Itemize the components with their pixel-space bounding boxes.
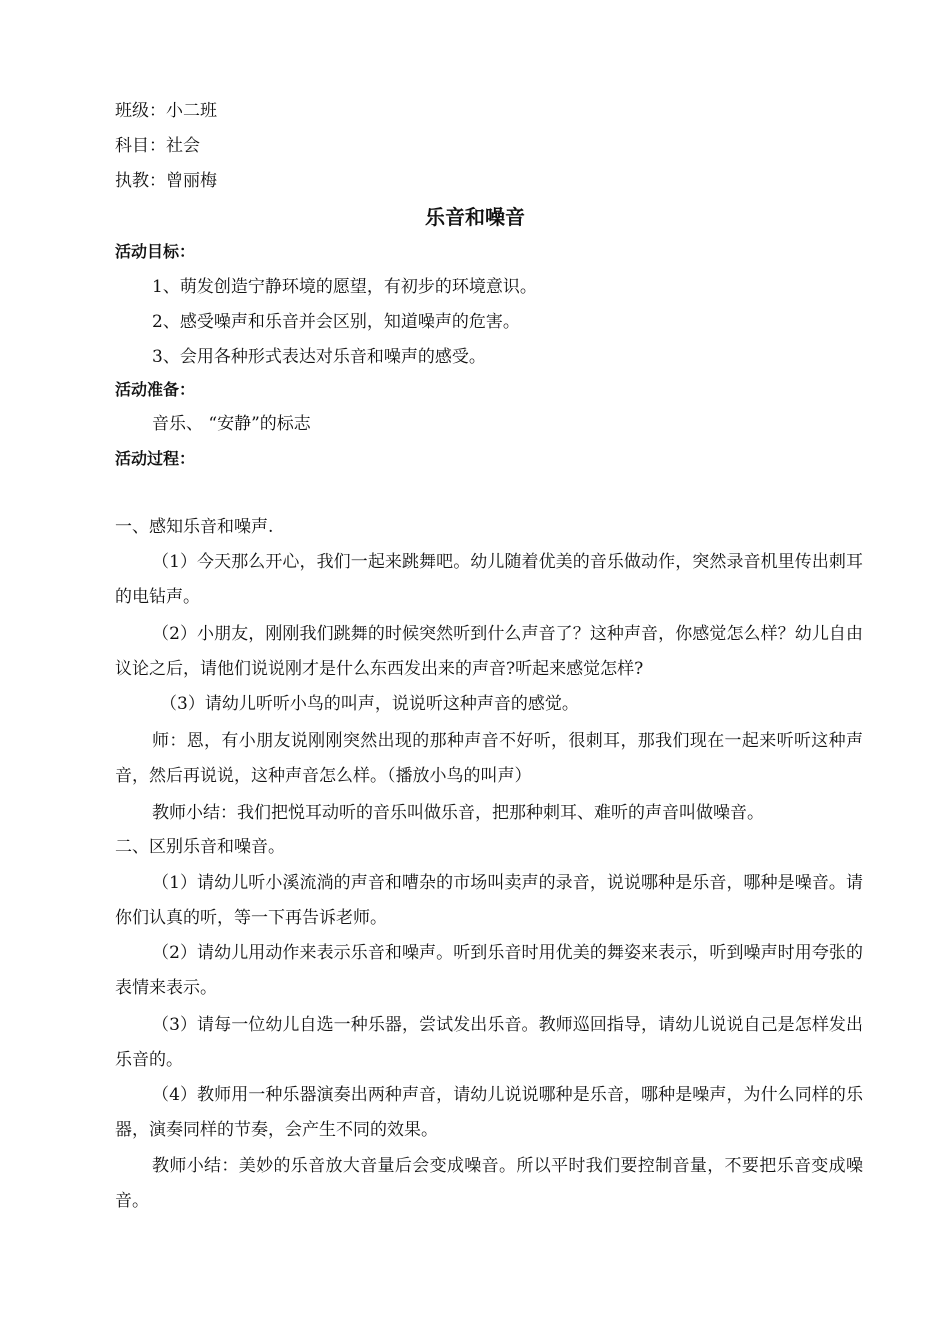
section1-paragraph: （3）请幼儿听听小鸟的叫声，说说听这种声音的感觉。	[160, 694, 579, 714]
process-heading: 活动过程：	[115, 449, 196, 468]
goal-item: 1、萌发创造宁静环境的愿望，有初步的环境意识。	[152, 277, 537, 297]
section1-paragraph: 师：恩，有小朋友说刚刚突然出现的那种声音不好听，很刺耳，那我们现在一起来听听这种声音，然后再说说，这种声音怎么样。（播放小鸟的叫声）	[115, 731, 863, 786]
document-title: 乐音和噪音	[425, 205, 525, 229]
goals-heading: 活动目标：	[115, 242, 196, 261]
goal-item: 3、会用各种形式表达对乐音和噪声的感受。	[152, 347, 486, 367]
goal-item: 2、感受噪声和乐音并会区别，知道噪声的危害。	[152, 312, 520, 332]
prep-text: 音乐、 “安静”的标志	[152, 414, 311, 434]
section2-paragraph: （2）请幼儿用动作来表示乐音和噪声。听到乐音时用优美的舞姿来表示，听到噪声时用夸张的表情来表示。	[115, 943, 863, 998]
section1-summary: 教师小结：我们把悦耳动听的音乐叫做乐音，把那种刺耳、难听的声音叫做噪音。	[152, 803, 764, 823]
section1-paragraph: （2）小朋友，刚刚我们跳舞的时候突然听到什么声音了？这种声音，你感觉怎么样？幼儿自由议论之后，请他们说说刚才是什么东西发出来的声音?听起来感觉怎样?	[115, 624, 863, 679]
section2-summary: 教师小结：美妙的乐音放大音量后会变成噪音。所以平时我们要控制音量，不要把乐音变成噪音。	[115, 1156, 863, 1211]
section2-paragraph: （4）教师用一种乐器演奏出两种声音，请幼儿说说哪种是乐音，哪种是噪声，为什么同样的乐器，演奏同样的节奏，会产生不同的效果。	[115, 1085, 863, 1140]
teacher-line: 执教：曾丽梅	[115, 171, 217, 191]
section2-heading: 二、区别乐音和噪音。	[115, 837, 285, 857]
subject-line: 科目：社会	[115, 136, 200, 156]
section2-paragraph: （1）请幼儿听小溪流淌的声音和嘈杂的市场叫卖声的录音，说说哪种是乐音，哪种是噪音。请你们认真的听，等一下再告诉老师。	[115, 873, 863, 928]
section1-paragraph: （1）今天那么开心，我们一起来跳舞吧。幼儿随着优美的音乐做动作，突然录音机里传出刺耳的电钻声。	[115, 552, 863, 607]
section1-heading: 一、感知乐音和噪声.	[115, 517, 274, 537]
prep-heading: 活动准备：	[115, 380, 196, 399]
section2-paragraph: （3）请每一位幼儿自选一种乐器，尝试发出乐音。教师巡回指导，请幼儿说说自己是怎样发出乐音的。	[115, 1015, 863, 1070]
class-line: 班级：小二班	[115, 101, 217, 121]
